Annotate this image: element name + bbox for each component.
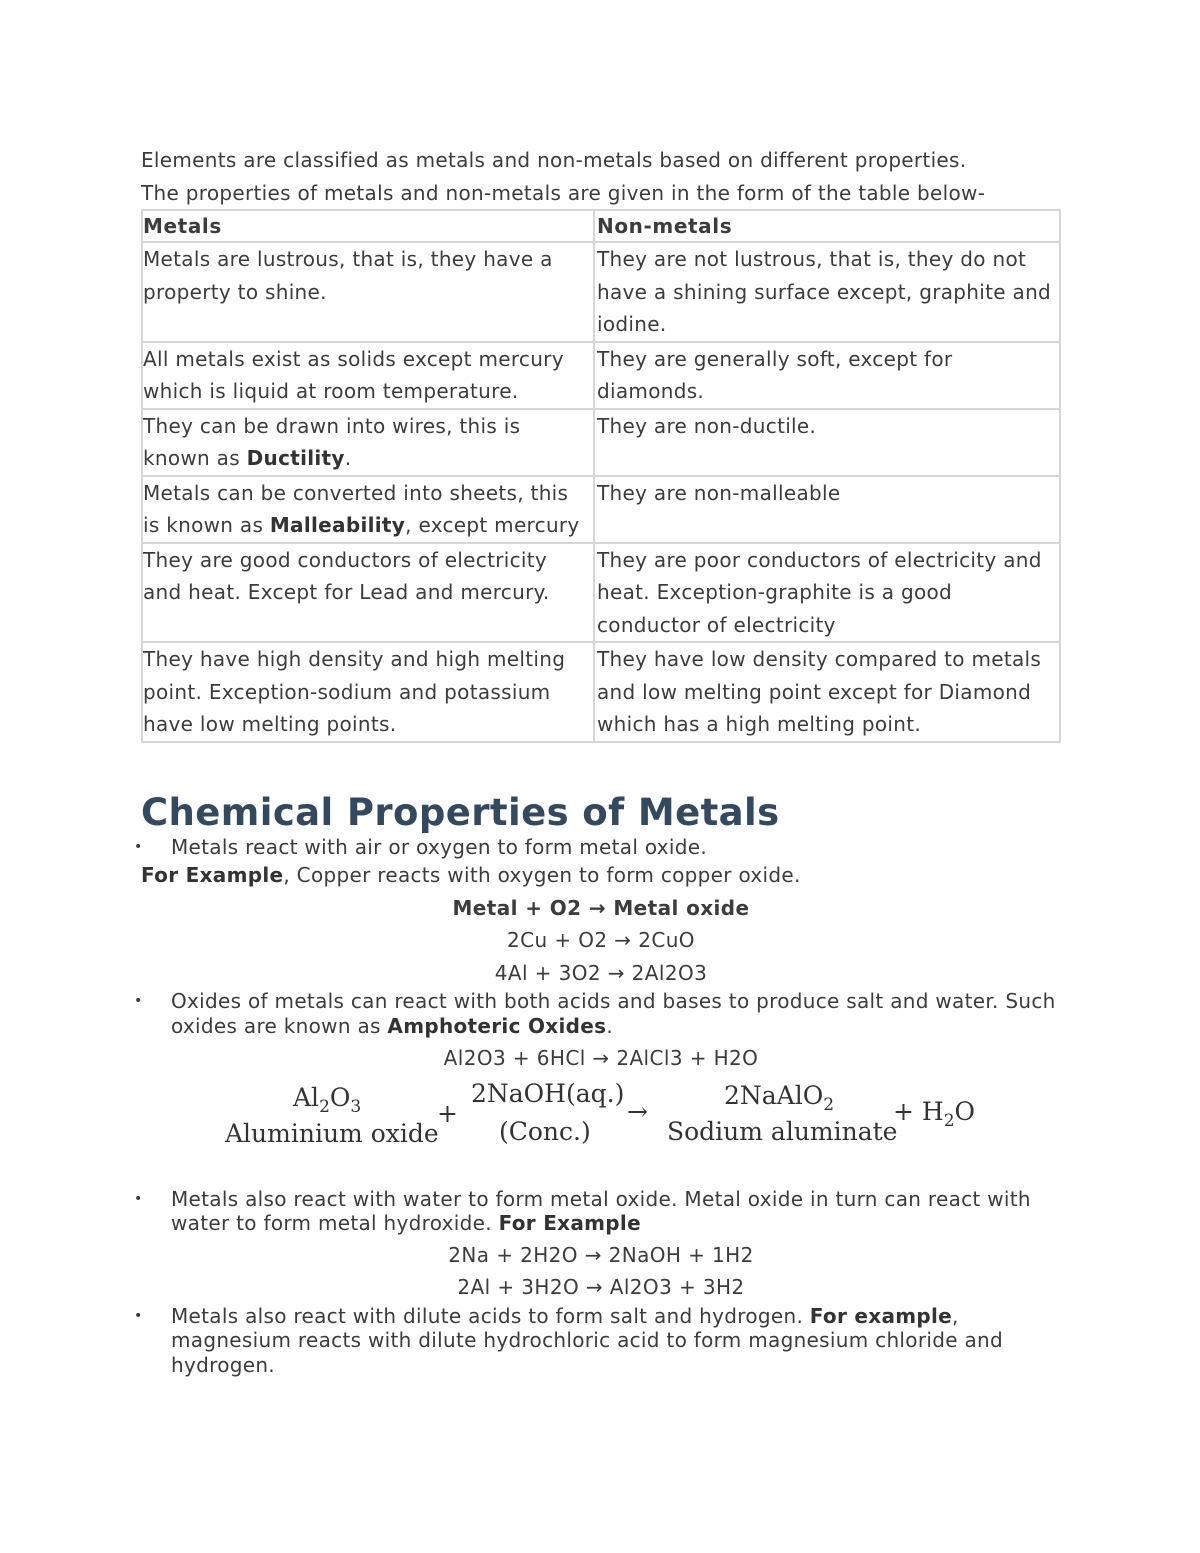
table-row: [142, 342, 1060, 409]
nonmetal-cell: They have low density compared to metals and low melting point except for Diamond which has a high melting point.: [594, 642, 1060, 742]
product-sodium-aluminate-formula: 2NaAlO$_2$: [724, 1080, 835, 1115]
bullet-list-2: [134, 989, 1061, 1038]
metal-cell: They are good conductors of electricity and heat. Except for Lead and mercury.: [142, 543, 594, 643]
metal-text-end: .: [344, 446, 352, 470]
example-line: [141, 859, 1061, 892]
intro-line-1: Elements are classified as metals and non-metals based on different properties.: [141, 148, 967, 172]
reaction-image: [141, 1075, 1061, 1187]
plus-sign: +: [437, 1098, 458, 1128]
equation: 2Al + 3H2O → Al2O3 + 3H2: [457, 1275, 745, 1299]
equation: Metal + O2 → Metal oxide: [452, 895, 750, 920]
metal-text: Metals can be converted into sheets, this is known as: [143, 480, 569, 537]
equation: 4Al + 3O2 → 2Al2O3: [494, 960, 708, 985]
arrow-icon: →: [627, 1096, 648, 1126]
table-row: [142, 242, 1060, 342]
table-row: [142, 476, 1060, 543]
bullet-text: Metals also react with water to form metal oxide. Metal oxide in turn can react with water to form metal hydroxide.: [171, 1186, 1031, 1235]
example-label: For Example: [498, 1211, 641, 1235]
nonmetal-cell: They are poor conductors of electricity and heat. Exception-graphite is a good conductor of electricity: [594, 543, 1060, 643]
table-row: [142, 409, 1060, 476]
intro-line-2: The properties of metals and non-metals are given in the form of the table below-: [141, 180, 986, 205]
reactant-aluminium-oxide-name: Aluminium oxide: [225, 1118, 439, 1148]
metal-cell: [142, 476, 594, 543]
document-page: [134, 144, 1061, 1377]
properties-table: [141, 209, 1061, 743]
nonmetal-cell: They are non-ductile.: [594, 409, 1060, 476]
nonmetal-cell: They are non-malleable: [594, 476, 1060, 543]
table-row: [142, 642, 1060, 742]
table-header-row: [142, 210, 1060, 242]
metal-cell: They have high density and high melting point. Exception-sodium and potassium have low melting points.: [142, 642, 594, 742]
malleability-term: Malleability: [269, 513, 406, 537]
list-item: [134, 1186, 1061, 1236]
bullet-text: Metals react with air or oxygen to form metal oxide.: [171, 834, 708, 859]
bullet-icon: •: [134, 993, 143, 1009]
product-water: + $H_2O$: [893, 1096, 976, 1131]
bullet-list-3: [134, 1186, 1061, 1236]
list-item: [134, 834, 1061, 860]
example-label: For example: [809, 1303, 953, 1328]
metal-cell: [142, 409, 594, 476]
bullet-icon: •: [134, 838, 143, 855]
bullet-icon: •: [134, 1190, 143, 1207]
bullet-list-4: [134, 1303, 1061, 1378]
metal-cell: Metals are lustrous, that is, they have a property to shine.: [142, 242, 594, 342]
example-text: , Copper reacts with oxygen to form copper oxide.: [283, 863, 801, 887]
reactant-conc-note: (Conc.): [499, 1116, 591, 1146]
equation: 2Cu + O2 → 2CuO: [507, 928, 695, 952]
example-label: For Example: [141, 863, 284, 887]
list-item: [134, 989, 1061, 1038]
equation: Al2O3 + 6HCl → 2AlCl3 + H2O: [443, 1046, 759, 1070]
table-row: [142, 543, 1060, 643]
section-heading: Chemical Properties of Metals: [141, 790, 780, 834]
metal-text-end: , except mercury: [405, 513, 580, 537]
product-sodium-aluminate-name: Sodium aluminate: [667, 1116, 898, 1146]
nonmetal-cell: They are not lustrous, that is, they do not have a shining surface except, graphite and iodine.: [594, 242, 1060, 342]
bullet-text-end: , magnesium reacts with dilute hydrochloric acid to form magnesium chloride and hydrogen.: [171, 1303, 1003, 1377]
metal-cell: All metals exist as solids except mercury which is liquid at room temperature.: [142, 342, 594, 409]
list-item: [134, 1303, 1061, 1378]
bullet-text: Oxides of metals can react with both acids and bases to produce salt and water. Such oxides are known as: [171, 989, 1056, 1038]
metal-text: They can be drawn into wires, this is known as: [143, 413, 521, 470]
bullet-text: Metals also react with dilute acids to form salt and hydrogen.: [171, 1303, 810, 1328]
amphoteric-term: Amphoteric Oxides: [387, 1013, 607, 1038]
equation: 2Na + 2H2O → 2NaOH + 1H2: [448, 1242, 754, 1267]
bullet-list-1: [134, 834, 1061, 860]
header-non-metals: Non-metals: [594, 210, 1060, 242]
nonmetal-cell: They are generally soft, except for diamonds.: [594, 342, 1060, 409]
reactant-aluminium-oxide-formula: $Al_2O_3$: [293, 1082, 362, 1117]
ductility-term: Ductility: [246, 446, 345, 470]
bullet-text-end: .: [606, 1013, 614, 1038]
reactant-naoh: 2NaOH(aq.): [471, 1078, 625, 1108]
header-metals: Metals: [142, 210, 594, 242]
bullet-icon: •: [134, 1307, 143, 1324]
